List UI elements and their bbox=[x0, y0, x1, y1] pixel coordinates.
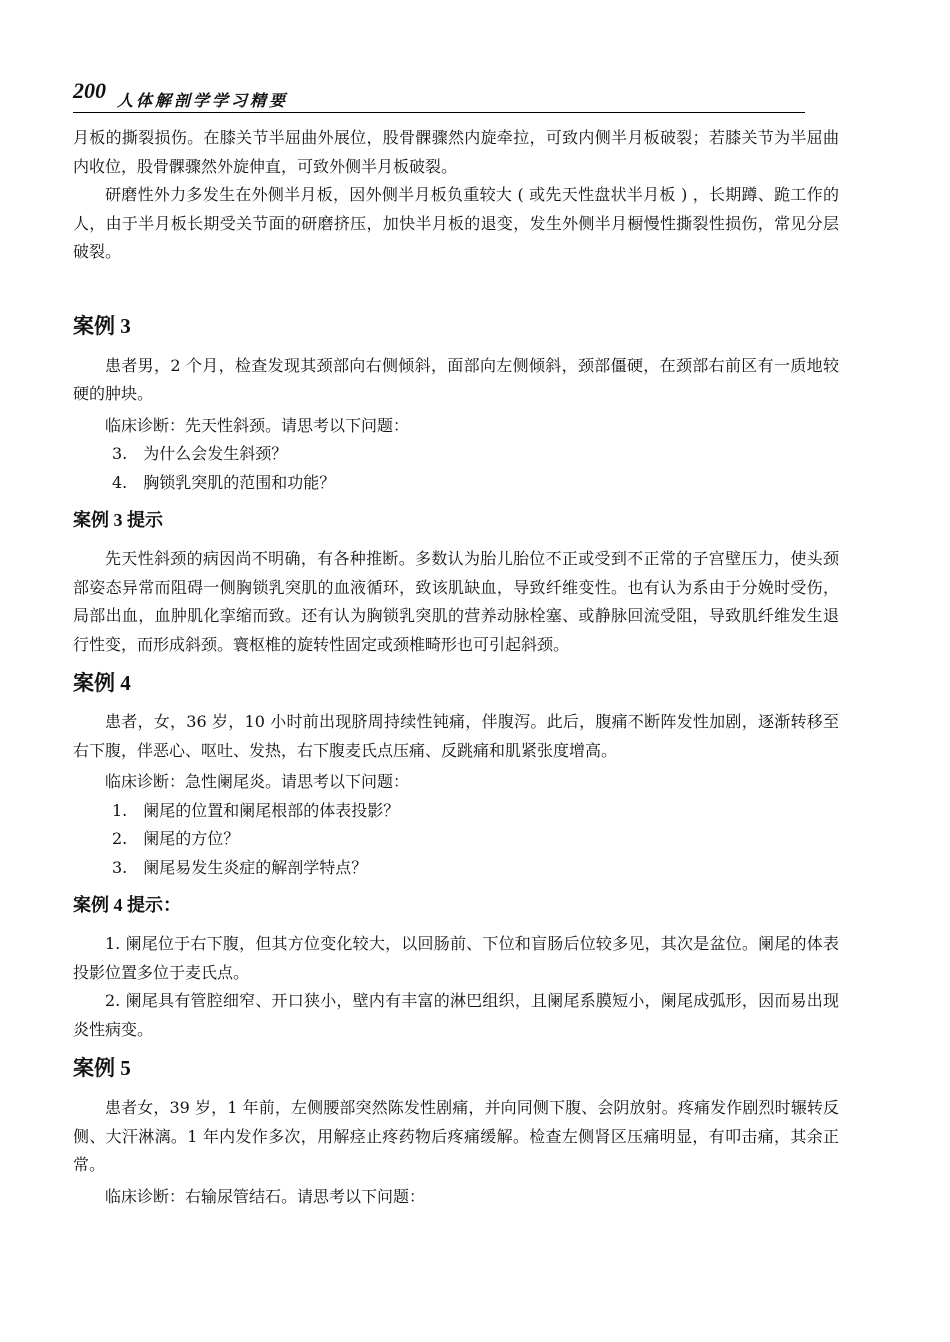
question-item: 3. 为什么会发生斜颈？ bbox=[112, 444, 288, 463]
case-5-diagnosis: 临床诊断：右输尿管结石。请思考以下问题： bbox=[105, 1186, 426, 1206]
case-5-description: 患者女，39 岁，1 年前，左侧腰部突然陈发性剧痛，并向同侧下腹、会阴放射。疼痛发作剧烈时辗转反侧、大汗淋漓。1 年内发作多次，用解痉止疼药物后疼痛缓解。检查左侧肾区压痛明显，有叩击痛，其余正常。 bbox=[73, 1098, 839, 1174]
case-3-hint-title: 案例 3 提示 bbox=[73, 510, 163, 530]
case-4-hint-title: 案例 4 提示： bbox=[73, 895, 181, 915]
question-item: 4. 胸锁乳突肌的范围和功能？ bbox=[112, 472, 336, 492]
case-3-description: 患者男，2 个月，检查发现其颈部向右侧倾斜，面部向左侧倾斜，颈部僵硬，在颈部右前区有一质地较硬的肿块。 bbox=[73, 355, 839, 403]
case-4-hint: 1. 阑尾位于右下腹，但其方位变化较大，以回肠前、下位和盲肠后位较多见，其次是盆位。阑尾的体表投影位置多位于麦氏点。 bbox=[73, 934, 839, 982]
case-3-title: 案例 3 bbox=[73, 313, 131, 338]
question-item: 3. 阑尾易发生炎症的解剖学特点？ bbox=[112, 857, 368, 877]
case-4-title: 案例 4 bbox=[73, 671, 131, 695]
case-3-hint: 先天性斜颈的病因尚不明确，有各种推断。多数认为胎儿胎位不正或受到不正常的子宫壁压力，使头颈部姿态异常而阻碍一侧胸锁乳突肌的血液循环，致该肌缺血，导致纤维变性。也有认为系由于分娩时受伤，局部出血，血肿肌化挛缩而致。还有认为胸锁乳突肌的营养动脉栓塞、或静脉回流受阻，导致肌纤维发生退行性变，而形成斜颈。寰枢椎的旋转性固定或颈椎畸形也可引起斜颈。 bbox=[73, 549, 839, 654]
case-3-diagnosis: 临床诊断：先天性斜颈。请思考以下问题： bbox=[105, 415, 410, 435]
page-header bbox=[73, 78, 805, 113]
question-item: 1. 阑尾的位置和阑尾根部的体表投影？ bbox=[112, 800, 400, 820]
page-number: 200 bbox=[73, 78, 106, 103]
case-4-description: 患者，女，36 岁，10 小时前出现脐周持续性钝痛，伴腹泻。此后，腹痛不断阵发性加剧，逐渐转移至右下腹，伴恶心、呕吐、发热，右下腹麦氏点压痛、反跳痛和肌紧张度增高。 bbox=[73, 712, 839, 760]
book-title: 人体解剖学学习精要 bbox=[117, 91, 289, 110]
paragraph: 月板的撕裂损伤。在膝关节半屈曲外展位，股骨髁骤然内旋牵拉，可致内侧半月板破裂；若膝关节为半屈曲内收位，股骨髁骤然外旋伸直，可致外侧半月板破裂。 bbox=[73, 128, 839, 176]
case-4-diagnosis: 临床诊断：急性阑尾炎。请思考以下问题： bbox=[105, 772, 410, 791]
question-item: 2. 阑尾的方位？ bbox=[112, 829, 240, 848]
paragraph: 研磨性外力多发生在外侧半月板，因外侧半月板负重较大 ( 或先天性盘状半月板 ) ，长期蹲、跪工作的人，由于半月板长期受关节面的研磨挤压，加快半月板的退变，发生外侧半月橱慢性撕裂性损伤，常见分层破裂。 bbox=[73, 185, 839, 261]
case-4-hint: 2. 阑尾具有管腔细窄、开口狭小，壁内有丰富的淋巴组织，且阑尾系膜短小，阑尾成弧形，因而易出现炎性病变。 bbox=[73, 991, 839, 1039]
page-content bbox=[73, 124, 839, 1211]
case-5-title: 案例 5 bbox=[73, 1056, 131, 1080]
